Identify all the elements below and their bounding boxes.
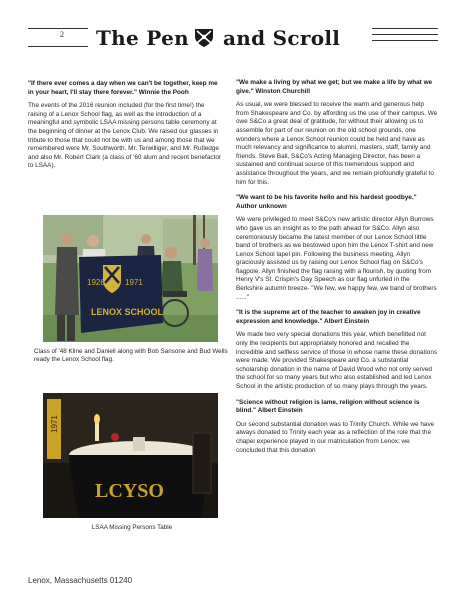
author-unknown-quote: "We want to be his favorite hello and his hardest goodbye." Author unknown <box>236 194 417 210</box>
churchill-quote: "We make a living by what we get; but we make a life by what we give." Winston Churchill <box>236 79 433 95</box>
title-part-2: and Scroll <box>222 26 341 50</box>
trinity-church-paragraph: Our second substantial donation was to Trinity Church. While we have always donated to Trinity each year as a reflection of the role that the chapel experience played in our matriculation from Lenox; we concluded that this donation <box>236 420 435 454</box>
left-column <box>28 80 224 178</box>
masthead-rule-left-top <box>28 28 88 29</box>
photo2-caption: LSAA Missing Persons Table <box>91 524 173 531</box>
missing-persons-table-photo <box>43 393 218 518</box>
masthead-rule-right-top <box>372 28 438 29</box>
shakespeare-paragraph: As usual, we were blessed to receive the warm and generous help from Shakespeare and Co. by affording us the use of their campus. We owe S&Co a great deal of gratitude, for without their allowing us to assemble for part of our reunion on the old school grounds, one wonders where a Lenox School reunion could be held and have as much relevancy and significance to alumni, masters, staff, family and friends. Steve Ball, S&Co's Acting Managing Director, has been a sustained and continual source of this tremendous support and assistance throughout the years, and we remain profoundly grateful to him for this. <box>236 101 438 186</box>
allyn-burrows-paragraph: We were privileged to meet S&Co's new artistic director Allyn Burrows who gave us an insight as to the path ahead for S&Co. Allyn also ceremoniously became the latest member of our Lenox School little band of brothers as we bestowed upon him the Lenox T-shirt and new Lenox School lapel pin. Following the business meeting, Allyn graciously assisted us by raising our Lenox School flag on S&Co's flagpole. Allyn finished the flag raising with a flourish, by quoting from Henry V's St. Crispin's Day Speech as our flag unfurled in the Berkshire autumn breeze- "We few, we happy few, we band of brothers ......" <box>236 216 437 301</box>
flag-name: LENOX SCHOOL <box>91 307 164 317</box>
title-part-1: The Pen <box>96 26 189 50</box>
masthead-rule-right-mid <box>372 34 438 35</box>
flag-year-right: 1971 <box>125 278 143 287</box>
table-banner-text: LCYSO <box>95 480 164 502</box>
photo1-caption: Class of '48 Kline and Daniell along with Bob Sansone and Bud Wells ready the Lenox School flag. <box>34 348 228 364</box>
footer-location: Lenox, Massachusetts 01240 <box>28 576 133 585</box>
page-number: 2 <box>60 30 64 39</box>
newsletter-title <box>96 26 366 50</box>
einstein-quote-science: "Science without religion is lame, religion without science is blind." Albert Einstein <box>236 398 420 415</box>
masthead-rule-right-bottom <box>372 40 438 41</box>
donations-paragraph: We made two very special donations this year, which benefitted not only the recipients but appropriately honored and recalled the incredible and selfless service of those in whose name these donations were made. We provided Shakespeare and Co. a substantial scholarship donation in the name of David Wood who not only served the school for so many years but who also established and led Lenox School in the artistic production of so many plays through the years. <box>236 331 438 390</box>
masthead <box>0 0 463 70</box>
year-sign <box>47 399 61 459</box>
flag-year-left: 1926 <box>87 278 105 287</box>
crest-icon <box>192 27 216 49</box>
missing-persons-table-illustration <box>43 393 218 518</box>
year-sign-text: 1971 <box>50 415 59 433</box>
flag-raising-illustration <box>43 215 218 342</box>
flag-raising-photo <box>43 215 218 342</box>
pooh-quote: "If there ever comes a day when we can't be together, keep me in your heart, I'll stay there forever." Winnie the Pooh <box>28 80 218 96</box>
einstein-quote-teacher: "It is the supreme art of the teacher to awaken joy in creative expression and knowledge." Albert Einstein <box>236 309 421 325</box>
right-column <box>236 79 438 462</box>
masthead-rule-left-bottom <box>28 46 88 47</box>
lenox-school-flag <box>79 255 164 333</box>
reunion-paragraph: The events of the 2016 reunion included (for the first time!) the raising of a Lenox School flag, as well as the introduction of a meaningful and symbolic LSAA missing persons table ceremony at the beginning of dinner at the Lenox Club. We raised our glasses in tribute to those that could not be with us and among those that we remembered were Mr. Southworth, Mr. Terwilliger, and Mr. Rutledge and also Mr. Robert Clark (a class of '60 alum and recent benefactor to LSAA). <box>28 102 222 170</box>
